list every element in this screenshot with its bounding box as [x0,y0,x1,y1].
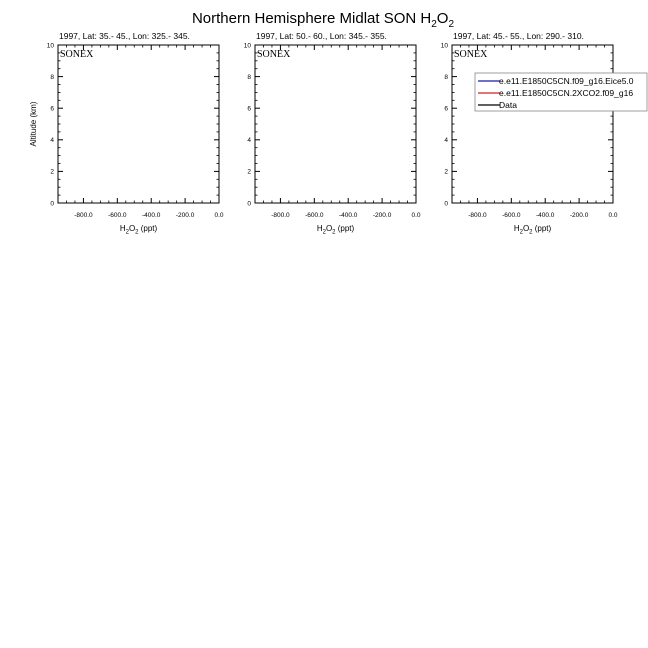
x-tick-label: -400.0 [338,212,358,219]
y-tick-label: 2 [50,168,54,176]
x-tick-label: 0.0 [608,212,618,219]
figure-title-main: Northern Hemisphere Midlat SON H [191,10,432,27]
y-tick-label: 6 [444,105,448,113]
y-tick-label: 8 [50,73,54,81]
x-tick-label: -400.0 [535,212,555,219]
x-axis-label-part: 2 [519,229,523,236]
y-tick-label: 0 [50,200,54,208]
x-axis-label-part: O [522,224,530,233]
legend-entry: e.e11.E1850C5CN.f09_g16.Eice5.0 [499,76,634,86]
x-axis-label-part: H [316,224,323,233]
y-tick-label: 10 [243,42,251,50]
x-axis-label-part: H [513,224,520,233]
y-tick-label: 10 [440,42,448,50]
x-axis-label-part: H [119,224,126,233]
x-tick-label: -800.0 [74,212,93,219]
x-tick-label: 0.0 [214,212,224,219]
annotation-sonex: SONEX [454,49,488,60]
y-tick-label: 6 [247,105,251,113]
y-tick-label: 8 [247,73,251,81]
x-tick-label: -600.0 [108,212,127,219]
legend-entry: Data [499,100,517,110]
x-axis-label-part: (ppt) [138,224,158,233]
x-tick-label: -400.0 [141,212,161,219]
x-axis-label-part: O [325,224,333,233]
x-axis-label-part: 2 [322,229,326,236]
x-tick-label: -800.0 [271,212,290,219]
x-tick-label: -600.0 [305,212,324,219]
panel-title: 1997, Lat: 50.- 60., Lon: 345.- 355. [256,31,387,41]
y-tick-label: 4 [50,137,54,145]
annotation-sonex: SONEX [257,49,291,60]
y-tick-label: 4 [444,137,448,145]
x-tick-label: 0.0 [411,212,421,219]
x-axis-label-part: 2 [125,229,129,236]
figure-title-sub2: 2 [448,19,455,30]
panel-title: 1997, Lat: 35.- 45., Lon: 325.- 345. [59,31,190,41]
x-tick-label: -200.0 [175,212,195,219]
x-axis-label-part: 2 [135,229,139,236]
x-axis-label-part: (ppt) [335,224,355,233]
x-axis-label-part: O [128,224,136,233]
figure-title-mid: O [436,10,449,27]
legend-entry: e.e11.E1850C5CN.2XCO2.f09_g16 [499,88,634,98]
y-axis-label: Altitude (km) [29,101,38,147]
x-tick-label: -800.0 [468,212,487,219]
annotation-sonex: SONEX [60,49,94,60]
y-tick-label: 0 [444,200,448,208]
y-tick-label: 2 [247,168,251,176]
y-tick-label: 4 [247,137,251,145]
panel-title: 1997, Lat: 45.- 55., Lon: 290.- 310. [453,31,584,41]
y-tick-label: 8 [444,73,448,81]
x-tick-label: -200.0 [372,212,392,219]
figure-title-sub1: 2 [431,19,437,30]
x-axis-label-part: 2 [332,229,336,236]
y-tick-label: 6 [50,105,54,113]
x-axis-label-part: 2 [529,229,533,236]
y-tick-label: 2 [444,168,448,176]
y-tick-label: 10 [46,42,54,50]
y-tick-label: 0 [247,200,251,208]
x-tick-label: -200.0 [569,212,589,219]
x-tick-label: -600.0 [502,212,521,219]
x-axis-label-part: (ppt) [532,224,552,233]
